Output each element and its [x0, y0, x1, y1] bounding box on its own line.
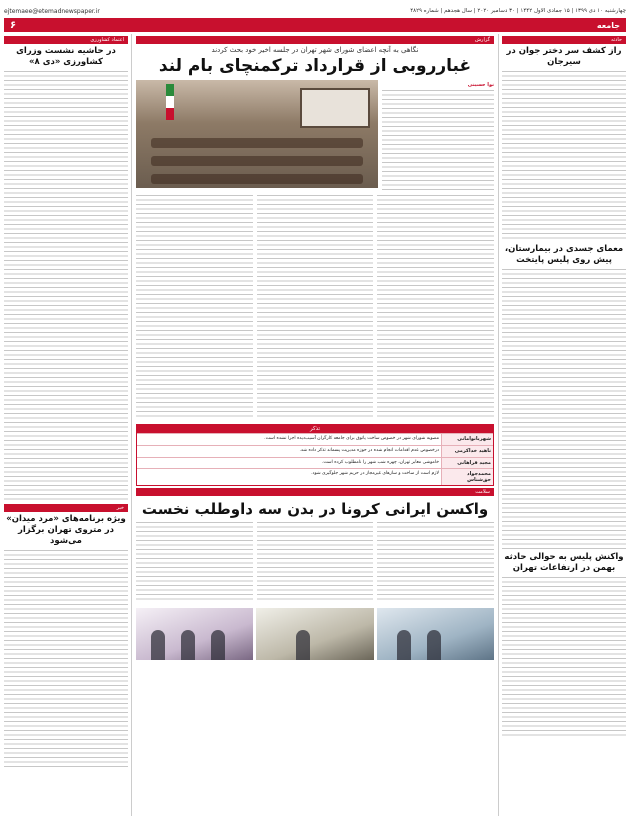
vaccine-photo	[256, 608, 373, 660]
story-d8-body	[4, 71, 128, 501]
main-byline: نوا حسینی	[467, 82, 494, 88]
person-figure	[181, 630, 195, 660]
note-member-name: ناهید خداکرمی	[441, 446, 493, 457]
label-news: خبر	[4, 504, 128, 512]
label-event: حادثه	[502, 36, 626, 44]
main-body-col1	[377, 195, 494, 417]
vaccine-headline[interactable]: واکسن ایرانی کرونا در بدن سه داوطلب نخست	[141, 500, 489, 519]
story-police-body	[502, 577, 626, 737]
council-notes-box	[136, 424, 494, 486]
notes-box-header: تذکر	[137, 425, 493, 433]
middle-column	[136, 34, 494, 816]
note-member-name: مجید فراهانی	[441, 458, 493, 469]
person-figure	[427, 630, 441, 660]
photo-table-row	[151, 138, 364, 148]
story-d8-title[interactable]: در حاشیه نشست وزرای کشاورزی «دی ۸»	[16, 46, 116, 68]
person-figure	[151, 630, 165, 660]
presentation-screen	[300, 88, 370, 128]
note-text: درخصوص عدم اقدامات انجام شده در حوزه مدیریت پسماند تذکر داده شد.	[299, 447, 439, 453]
issue-date: چهارشنبه ۱۰ دی ۱۳۹۹ | ۱۵ جمادی الاول ۱۴۴۲ | ۳۰ دسامبر ۲۰۲۰ | سال هجدهم | شماره ۴۸۲۹	[410, 8, 626, 14]
label-report: گزارش	[136, 36, 494, 44]
table-row	[137, 433, 493, 445]
table-row	[137, 457, 493, 469]
story-hospital-body	[502, 269, 626, 549]
note-member-name: محمدجواد حق‌شناس	[441, 469, 493, 485]
person-figure	[211, 630, 225, 660]
story-police-title[interactable]: واکنش پلیس به حوالی حادثه بهمن در ارتفاعات تهران	[504, 552, 624, 574]
vaccine-body-col3	[136, 522, 253, 602]
note-text: خاموشی معابر تهران، چهره شب شهر را نامطلوب کرده است.	[321, 459, 439, 465]
person-figure	[397, 630, 411, 660]
story-metro-title[interactable]: ویژه برنامه‌های «مرد میدان» در متروی تهران برگزار می‌شود	[6, 514, 126, 547]
newspaper-email[interactable]: ejtemaee@etemadnewspaper.ir	[4, 7, 100, 15]
section-title: جامعه	[596, 20, 620, 30]
vaccine-photo	[136, 608, 253, 660]
council-meeting-photo	[136, 80, 378, 188]
note-text: مصوبه شورای شهر در خصوص ساخت پاتوق برای جامعه کارگران آسیب‌دیده اجرا نشده است.	[264, 436, 439, 441]
main-body-col3	[136, 195, 253, 417]
table-row	[137, 445, 493, 457]
story-metro-body	[4, 550, 128, 770]
page-header	[4, 4, 626, 18]
person-figure	[296, 630, 310, 660]
vaccine-body-col2	[257, 522, 374, 602]
story-sirjan-body	[502, 71, 626, 241]
note-member-name: شهربانوامانی	[441, 434, 493, 445]
label-health: سلامت	[136, 488, 494, 496]
main-lead-text	[382, 90, 494, 192]
page-number: ۶	[10, 19, 17, 31]
story-hospital-title[interactable]: معمای جسدی در بیمارستان، پیش روی پلیس پایتخت	[504, 244, 624, 266]
story-sirjan-title[interactable]: راز کشف سر دختر جوان در سیرجان	[506, 46, 622, 68]
note-text: لازم است از ساخت و سازهای غیرمجاز در حریم شهر جلوگیری شود.	[311, 471, 439, 477]
vaccine-photo-strip	[136, 608, 494, 660]
vaccine-photo	[377, 608, 494, 660]
right-column	[498, 34, 626, 816]
section-bar	[4, 18, 626, 32]
table-row	[137, 468, 493, 485]
main-kicker: نگاهی به آنچه اعضای شورای شهر تهران در جلسه اخیر خود بحث کردند	[211, 46, 419, 54]
main-body-col2	[257, 195, 374, 417]
left-column	[4, 34, 132, 816]
photo-table-row	[151, 174, 364, 184]
photo-table-row	[151, 156, 364, 166]
main-headline[interactable]: غبارروبی از قرارداد ترکمنچای بام لند	[158, 56, 472, 76]
vaccine-body-col1	[377, 522, 494, 602]
flag-image	[166, 84, 174, 120]
label-agriculture: اعتماد کشاورزی	[4, 36, 128, 44]
